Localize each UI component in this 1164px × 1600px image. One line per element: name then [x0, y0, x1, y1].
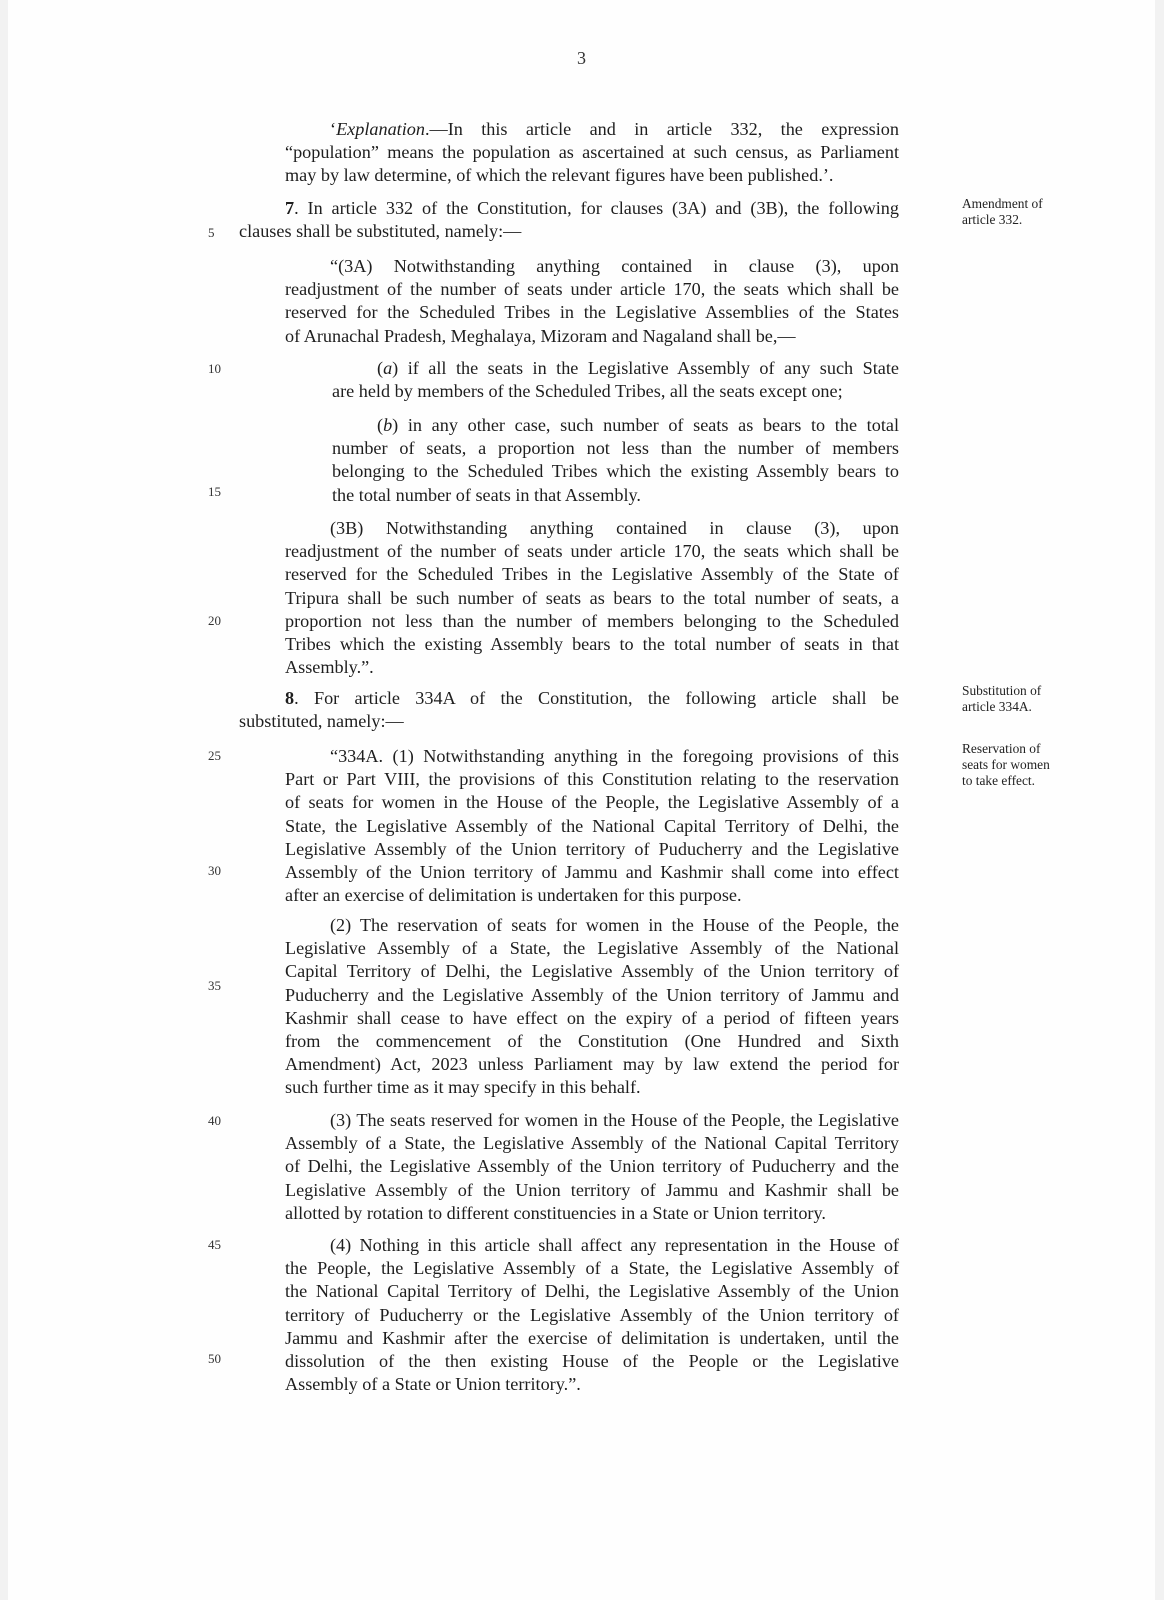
text-line: allotted by rotation to different constituencies in a State or Union territory. [285, 1202, 826, 1223]
line-number: 35 [208, 978, 221, 993]
margin-note-amendment-332 [962, 196, 1082, 228]
sub-clause-label: a [383, 358, 393, 378]
text-line: State, the Legislative Assembly of the National Capital Territory of Delhi, the [285, 815, 899, 836]
clause-3b [285, 517, 899, 679]
margin-note-line: Amendment of [962, 196, 1043, 211]
text-line: number of seats, a proportion not less than the number of members [332, 438, 899, 459]
line-number: 5 [208, 225, 215, 240]
text-line [285, 118, 899, 141]
text-line: Assembly of a State or Union territory.”. [285, 1374, 581, 1395]
text-line: Legislative Assembly of a State, the Legislative Assembly of the National [285, 938, 899, 959]
article-334a-clause-1 [285, 745, 899, 907]
text-line: of Delhi, the Legislative Assembly of the Union territory of Puducherry and the [285, 1156, 899, 1177]
sub-clause-label: b [383, 415, 393, 435]
text-span: . In article 332 of the Constitution, for clauses (3A) and (3B), the following [294, 198, 899, 218]
text-span: . For article 334A of the Constitution, the following article shall be [294, 688, 899, 708]
text-line: of seats for women in the House of the People, the Legislative Assembly of a [285, 792, 899, 813]
text-line: the People, the Legislative Assembly of a State, the Legislative Assembly of [285, 1258, 899, 1279]
explanation-paragraph [285, 118, 899, 188]
text-line: the National Capital Territory of Delhi, the Legislative Assembly of the Union [285, 1281, 899, 1302]
text-line: “population” means the population as ascertained at such census, as Parliament [285, 142, 899, 163]
line-number: 40 [208, 1113, 221, 1128]
text-line: Assembly.”. [285, 657, 374, 678]
margin-note-reservation-women [962, 741, 1082, 789]
text-line: (3B) Notwithstanding anything contained in clause (3), upon [330, 518, 899, 538]
document-page [8, 0, 1155, 1600]
text-line: after an exercise of delimitation is undertaken for this purpose. [285, 885, 742, 906]
margin-note-line: Substitution of [962, 683, 1042, 698]
text-line: (b) in any other case, such number of seats as bears to the total [377, 415, 899, 435]
margin-note-substitution-334a [962, 683, 1082, 715]
text-line: are held by members of the Scheduled Tribes, all the seats except one; [332, 381, 843, 402]
text-line: the total number of seats in that Assembly. [332, 484, 641, 505]
sub-clause-a [332, 357, 899, 403]
margin-note-line: article 334A. [962, 699, 1032, 714]
section-7-heading [239, 197, 899, 243]
clause-3a [285, 255, 899, 348]
text-span: in any other case, such number of seats as bears to the total [398, 415, 899, 435]
text-line: (4) Nothing in this article shall affect any representation in the House of [330, 1235, 899, 1255]
text-line: Capital Territory of Delhi, the Legislative Assembly of the Union territory of [285, 961, 899, 982]
text-span: .—In this article and in article 332, the expression [424, 119, 899, 139]
article-334a-clause-2 [285, 914, 899, 1100]
text-line: clauses shall be substituted, namely:— [239, 221, 522, 242]
text-line: Part or Part VIII, the provisions of this Constitution relating to the reservation [285, 769, 899, 790]
explanation-term: Explanation [336, 119, 425, 139]
text-line: readjustment of the number of seats under article 170, the seats which shall be [285, 541, 899, 562]
text-line: (a) if all the seats in the Legislative Assembly of any such State [377, 358, 899, 378]
text-line: Puducherry and the Legislative Assembly of the Union territory of Jammu and [285, 984, 899, 1005]
page-number: 3 [577, 48, 586, 68]
text-line: from the commencement of the Constitution (One Hundred and Sixth [285, 1031, 899, 1052]
text-line [239, 687, 899, 710]
text-line: Tripura shall be such number of seats as bears to the total number of seats, a [285, 587, 899, 608]
text-line: “334A. (1) Notwithstanding anything in the foregoing provisions of this [330, 746, 899, 766]
line-number: 10 [208, 361, 221, 376]
line-number: 30 [208, 863, 221, 878]
text-line: Assembly of the Union territory of Jammu and Kashmir shall come into effect [285, 862, 899, 883]
margin-note-line: article 332. [962, 212, 1023, 227]
text-line: reserved for the Scheduled Tribes in the Legislative Assemblies of the States [285, 302, 899, 323]
text-line: Assembly of a State, the Legislative Assembly of the National Capital Territory [285, 1133, 899, 1154]
text-line: belonging to the Scheduled Tribes which the existing Assembly bears to [332, 461, 899, 482]
line-number: 20 [208, 613, 221, 628]
line-number: 15 [208, 484, 221, 499]
text-line: reserved for the Scheduled Tribes in the Legislative Assembly of the State of [285, 564, 899, 585]
text-line: Kashmir shall cease to have effect on the expiry of a period of fifteen years [285, 1007, 899, 1028]
quote-mark: ‘ [330, 119, 337, 139]
margin-note-line: to take effect. [962, 773, 1035, 788]
text-line: readjustment of the number of seats under article 170, the seats which shall be [285, 279, 899, 300]
text-line [239, 197, 899, 220]
text-line: (2) The reservation of seats for women in the House of the People, the [330, 915, 899, 935]
text-line: Amendment) Act, 2023 unless Parliament may by law extend the period for [285, 1054, 899, 1075]
section-number: 7 [285, 198, 295, 218]
text-line: dissolution of the then existing House of the People or the Legislative [285, 1351, 899, 1372]
text-line: Jammu and Kashmir after the exercise of delimitation is undertaken, until the [285, 1327, 899, 1348]
text-line: Legislative Assembly of the Union territory of Jammu and Kashmir shall be [285, 1179, 899, 1200]
text-line: of Arunachal Pradesh, Meghalaya, Mizoram and Nagaland shall be,— [285, 325, 796, 346]
sub-clause-b [332, 414, 899, 507]
text-line: proportion not less than the number of members belonging to the Scheduled [285, 610, 899, 631]
section-number: 8 [285, 688, 295, 708]
line-number: 50 [208, 1351, 221, 1366]
text-line: such further time as it may specify in this behalf. [285, 1077, 641, 1098]
text-line: “(3A) Notwithstanding anything contained in clause (3), upon [330, 256, 899, 276]
line-number: 25 [208, 748, 221, 763]
text-span: if all the seats in the Legislative Assembly of any such State [398, 358, 899, 378]
text-line: substituted, namely:— [239, 711, 404, 732]
margin-note-line: Reservation of [962, 741, 1041, 756]
text-line: Legislative Assembly of the Union territory of Puducherry and the Legislative [285, 838, 899, 859]
text-line: may by law determine, of which the relevant figures have been published.’. [285, 165, 834, 186]
article-334a-clause-3 [285, 1109, 899, 1225]
text-line: territory of Puducherry or the Legislative Assembly of the Union territory of [285, 1304, 899, 1325]
section-8-heading [239, 687, 899, 733]
line-number: 45 [208, 1237, 221, 1252]
text-line: Tribes which the existing Assembly bears to the total number of seats in that [285, 634, 899, 655]
article-334a-clause-4 [285, 1234, 899, 1396]
text-line: (3) The seats reserved for women in the House of the People, the Legislative [330, 1110, 899, 1130]
margin-note-line: seats for women [962, 757, 1050, 772]
